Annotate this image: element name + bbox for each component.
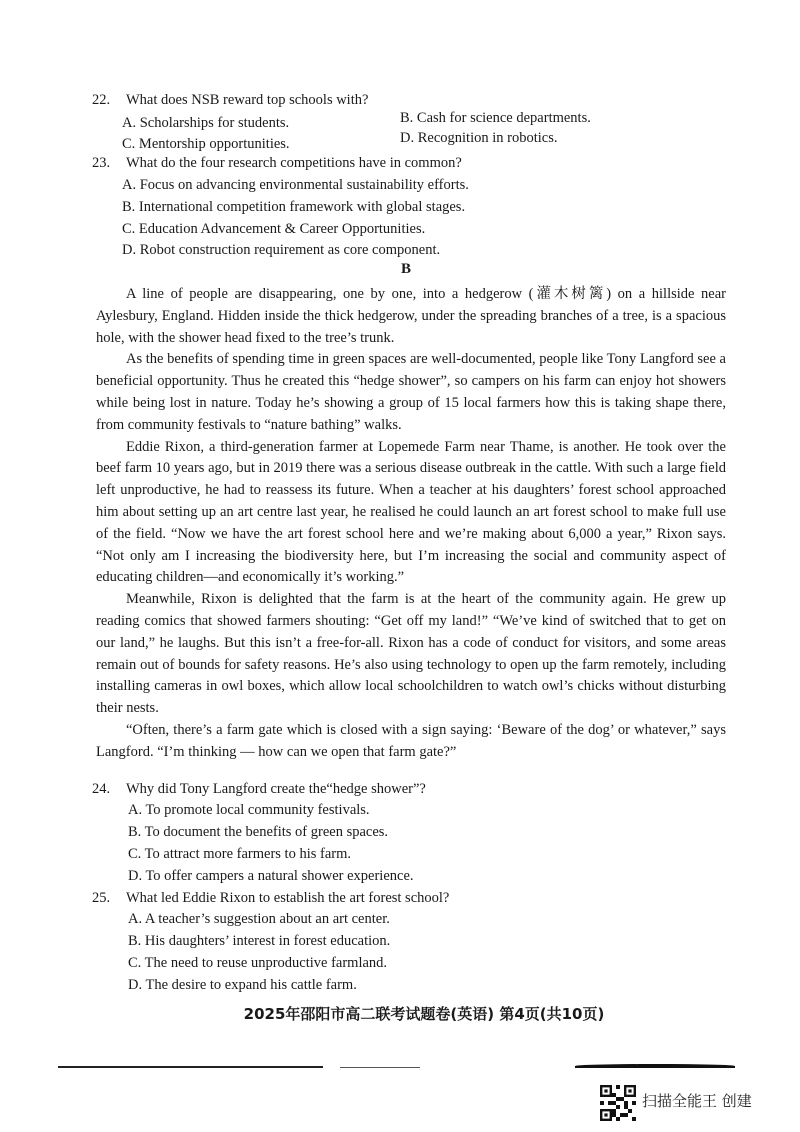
passage-paragraph: “Often, there’s a farm gate which is closed with a sign saying: ‘Beware of the dog’ or whatever,” says Langford. “I’m thinking — how can we open that farm gate?”	[96, 721, 726, 760]
q25-option-d: D. The desire to expand his cattle farm.	[128, 977, 357, 993]
q22-option-b: B. Cash for science departments.	[400, 110, 591, 126]
q23-option-a: A. Focus on advancing environmental sustainability efforts.	[122, 177, 469, 193]
q23-option-d: D. Robot construction requirement as core component.	[122, 242, 441, 258]
q22-option-d: D. Recognition in robotics.	[400, 130, 558, 146]
page-footer: 2025年邵阳市高二联考试题卷(英语) 第4页(共10页)	[243, 1005, 605, 1023]
q25-option-a: A. A teacher’s suggestion about an art center.	[128, 911, 390, 927]
passage-paragraph: Eddie Rixon, a third-generation farmer at Lopemede Farm near Thame, is another. He took over the beef farm 10 years ago, but in 2019 there was a serious disease outbreak in the cattle. With such a large field left unproductive, he had to reassess its future. When a teacher at his daughters’ forest school approached him about setting up an art centre last year, he realised he could launch an art forest school to make full use of the field. “Now we have the art forest school here and we’re making about 6,000 a year,” Rixon says. “Not only am I increasing the biodiversity here, but I’m increasing the social and community aspect of educating children—and economically it’s working.”	[96, 438, 726, 586]
question-stem: What does NSB reward top schools with?	[126, 92, 369, 108]
question-25	[92, 888, 449, 908]
passage-paragraph: Meanwhile, Rixon is delighted that the farm is at the heart of the community again. He grew up reading comics that showed farmers shouting: “Get off my land!” “We’ve kind of switched that to get on our land,” he laughs. But this isn’t a free-for-all. Rixon has a code of conduct for visitors, and some areas remain out of bounds for safety reasons. He’s also using technology to open up the farm remotely, including installing cameras in owl boxes, which allow local schoolchildren to watch owl’s chicks without disturbing their nests.	[96, 591, 726, 717]
q25-option-c: C. The need to reuse unproductive farmland.	[128, 955, 388, 971]
scan-edge-line	[58, 1066, 323, 1068]
question-stem: What led Eddie Rixon to establish the art forest school?	[126, 890, 450, 906]
question-23	[92, 153, 462, 173]
q22-option-a: A. Scholarships for students.	[122, 115, 290, 131]
question-number: 25.	[92, 890, 111, 906]
question-22	[92, 90, 368, 110]
scan-edge-shadow	[575, 1064, 735, 1068]
q24-option-d: D. To offer campers a natural shower experience.	[128, 868, 414, 884]
question-number: 22.	[92, 92, 111, 108]
section-heading: B	[400, 261, 411, 277]
passage-paragraph: A line of people are disappearing, one by one, into a hedgerow (灌木树篱) on a hillside near Aylesbury, England. Hidden inside the thick hedgerow, under the spreading branches of a tree, is a spacious hole, with the shower head fixed to the tree’s trunk.	[96, 286, 726, 346]
question-24	[92, 779, 426, 799]
q24-option-a: A. To promote local community festivals.	[128, 802, 370, 818]
q23-option-b: B. International competition framework with global stages.	[122, 199, 466, 215]
reading-passage	[96, 284, 726, 764]
question-number: 23.	[92, 155, 111, 171]
question-number: 24.	[92, 781, 111, 797]
passage-paragraph: As the benefits of spending time in green spaces are well-documented, people like Tony Langford see a beneficial opportunity. Thus he created this “hedge shower”, so campers on his farm can enjoy hot showers while being lost in nature. Today he’s showing a group of 15 local farmers how this is taking shape there, from community festivals to “nature bathing” walks.	[96, 351, 726, 433]
scanner-watermark: 扫描全能王 创建	[642, 1092, 752, 1110]
q25-option-b: B. His daughters’ interest in forest education.	[128, 933, 391, 949]
q22-option-c: C. Mentorship opportunities.	[122, 136, 290, 152]
question-stem: What do the four research competitions have in common?	[126, 155, 462, 171]
q24-option-b: B. To document the benefits of green spaces.	[128, 824, 389, 840]
q24-option-c: C. To attract more farmers to his farm.	[128, 846, 351, 862]
question-stem: Why did Tony Langford create the“hedge shower”?	[126, 781, 426, 797]
q23-option-c: C. Education Advancement & Career Opportunities.	[122, 221, 426, 237]
qr-code-icon	[600, 1085, 636, 1121]
scan-edge-line	[340, 1067, 420, 1068]
